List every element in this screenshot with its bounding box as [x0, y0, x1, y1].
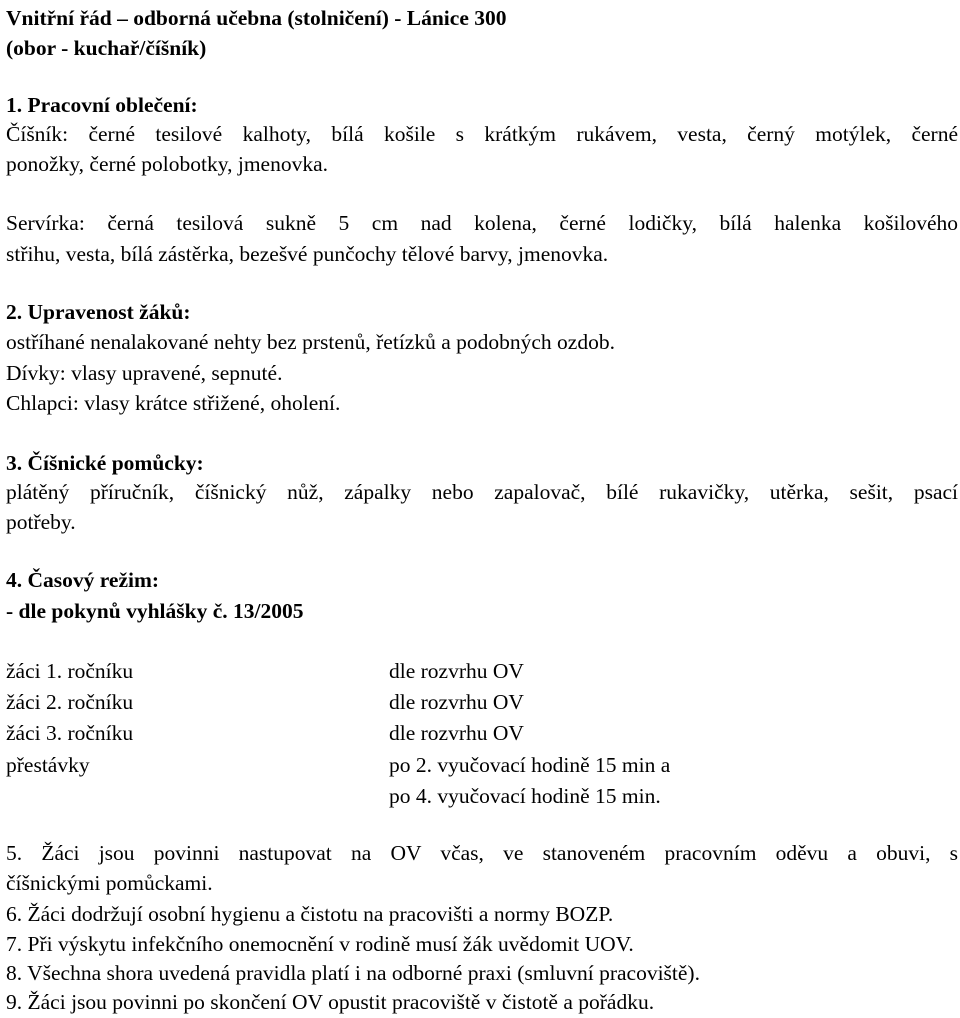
section-4-subheading: - dle pokynů vyhlášky č. 13/2005 [6, 599, 304, 623]
schedule-label-1: žáci 1. ročníku [6, 659, 134, 683]
rule-8: 8. Všechna shora uvedená pravidla platí i na odborné praxi (smluvní pracoviště). [6, 961, 700, 985]
schedule-value-1: dle rozvrhu OV [389, 659, 524, 683]
tools-line-2: potřeby. [6, 510, 76, 534]
tools-line-1: plátěný příručník, číšnický nůž, zápalky nebo zapalovač, bílé rukavičky, utěrka, sešit, psací [6, 480, 958, 504]
waitress-attire-line-1: Servírka: černá tesilová sukně 5 cm nad kolena, černé lodičky, bílá halenka košilového [6, 211, 958, 235]
rule-5-line-2: číšnickými pomůckami. [6, 871, 213, 895]
section-3-heading: 3. Číšnické pomůcky: [6, 451, 204, 475]
schedule-label-2: žáci 2. ročníku [6, 690, 134, 714]
waitress-attire-line-2: střihu, vesta, bílá zástěrka, bezešvé punčochy tělové barvy, jmenovka. [6, 242, 609, 266]
schedule-value-5: po 4. vyučovací hodině 15 min. [389, 784, 661, 808]
section-1-heading: 1. Pracovní oblečení: [6, 93, 198, 117]
schedule-value-4: po 2. vyučovací hodině 15 min a [389, 753, 671, 777]
rule-9: 9. Žáci jsou povinni po skončení OV opustit pracoviště v čistotě a pořádku. [6, 990, 655, 1014]
grooming-line-1: ostříhané nenalakované nehty bez prstenů, řetízků a podobných ozdob. [6, 330, 615, 354]
schedule-value-3: dle rozvrhu OV [389, 721, 524, 745]
grooming-line-3: Chlapci: vlasy krátce střižené, oholení. [6, 391, 341, 415]
section-4-heading: 4. Časový režim: [6, 568, 160, 592]
rule-5-line-1: 5. Žáci jsou povinni nastupovat na OV včas, ve stanoveném pracovním oděvu a obuvi, s [6, 841, 958, 865]
rule-7: 7. Při výskytu infekčního onemocnění v rodině musí žák uvědomit UOV. [6, 932, 634, 956]
document-title-line-2: (obor - kuchař/číšník) [6, 36, 207, 60]
waiter-attire-line-2: ponožky, černé polobotky, jmenovka. [6, 152, 329, 176]
schedule-label-3: žáci 3. ročníku [6, 721, 134, 745]
schedule-label-4: přestávky [6, 753, 90, 777]
grooming-line-2: Dívky: vlasy upravené, sepnuté. [6, 361, 283, 385]
document-title-line-1: Vnitřní řád – odborná učebna (stolničení) - Lánice 300 [6, 6, 507, 30]
rule-6: 6. Žáci dodržují osobní hygienu a čistotu na pracovišti a normy BOZP. [6, 902, 614, 926]
waiter-attire-line-1: Číšník: černé tesilové kalhoty, bílá košile s krátkým rukávem, vesta, černý motýlek, černé [6, 122, 958, 146]
section-2-heading: 2. Upravenost žáků: [6, 300, 191, 324]
schedule-value-2: dle rozvrhu OV [389, 690, 524, 714]
